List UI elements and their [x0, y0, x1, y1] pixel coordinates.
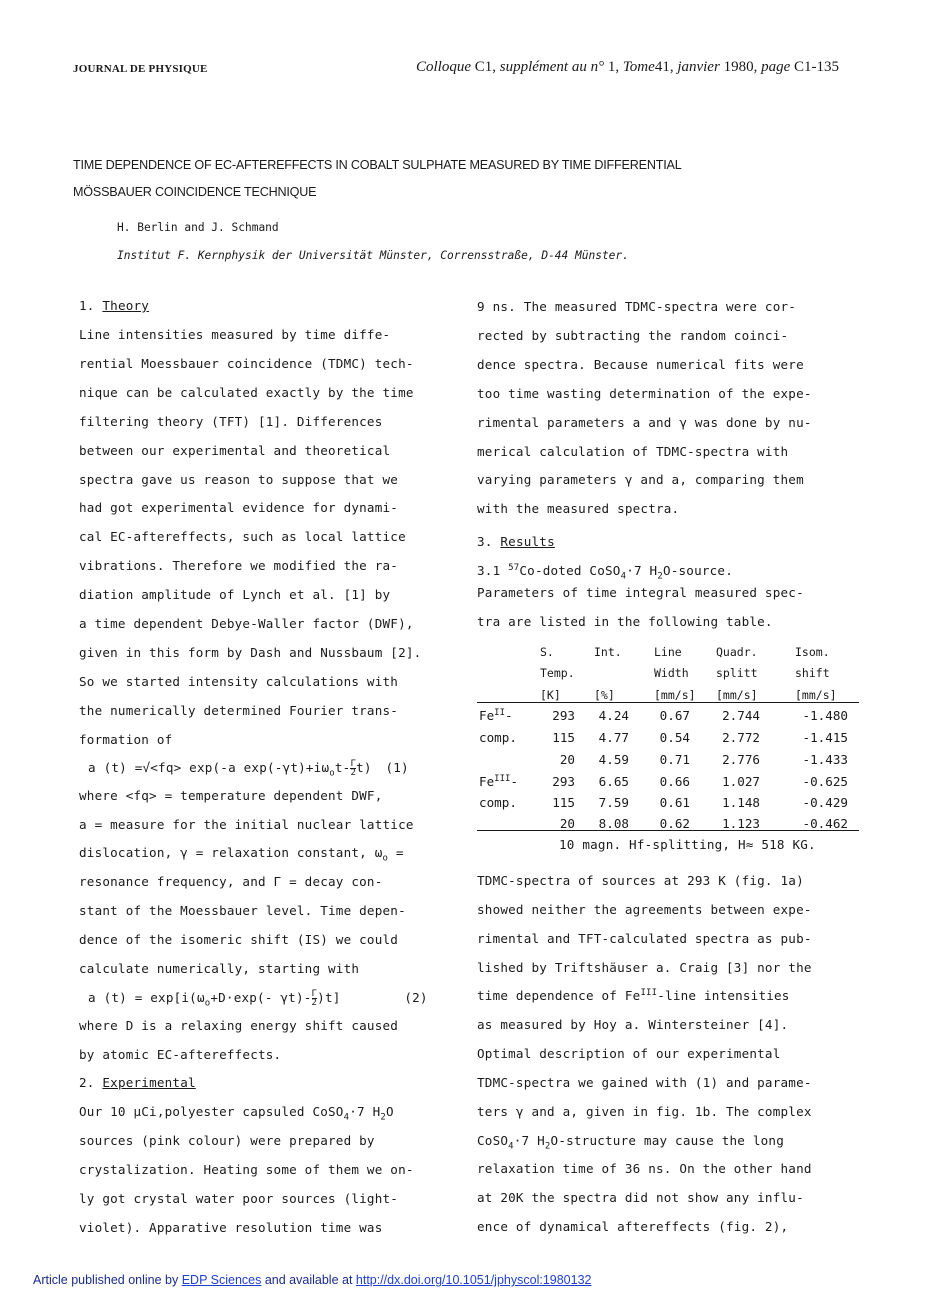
text-line: with the measured spectra.	[477, 501, 680, 517]
table-cell-temp: 115	[552, 730, 575, 745]
text-line: a = measure for the initial nuclear lattice	[79, 816, 414, 832]
text-line: had got experimental evidence for dynami-	[79, 500, 399, 516]
text-line: ence of dynamical aftereffects (fig. 2),	[477, 1218, 789, 1234]
text-line: resonance frequency, and Γ = decay con-	[79, 874, 383, 889]
text-line: nique can be calculated exactly by the time	[79, 384, 414, 400]
table-header-cell: splitt	[716, 666, 758, 680]
table-header-cell: Line	[654, 645, 682, 659]
table-cell-width: 0.54	[659, 730, 690, 745]
equation-1: a (t) =√<fq> exp(-a $\exp(-\gamma t)+i\omega_ot-$ $\frac{\Gamma}{2}$ t) (1)	[88, 759, 409, 779]
text-line: stant of the Moessbauer level. Time depen-	[79, 902, 406, 918]
text-line: as measured by Hoy a. Wintersteiner [4].	[477, 1017, 789, 1032]
table-row-label: comp.	[479, 730, 517, 745]
text-line: the numerically determined Fourier trans-	[79, 702, 399, 718]
doi-link[interactable]: http://dx.doi.org/10.1051/jphyscol:1980132	[355, 1273, 592, 1287]
equation-2: a $(t) = \exp[i(\omega_o+D\cdot\exp(-$ γt)- $\frac{\Gamma}{2}$ )t] (2)	[88, 989, 428, 1009]
section-heading-experimental: 2. Experimental	[79, 1075, 196, 1090]
table-cell-isom: -0.625	[802, 774, 848, 789]
text-line: Parameters of time integral measured spec-	[477, 585, 804, 600]
text-line: So we started intensity calculations with	[79, 673, 399, 689]
text-line: at 20K the spectra did not show any influ-	[477, 1189, 804, 1205]
table-rule	[477, 702, 859, 703]
text-line: too time wasting determination of the expe-	[477, 385, 812, 401]
right-line-coso: CoSO$_4$·7 $H_2O$-structure may cause the long	[477, 1133, 784, 1152]
table-cell-isom: -1.480	[802, 708, 848, 723]
text-line: a time dependent Debye-Waller factor (DWF),	[79, 616, 414, 631]
table-header-cell: shift	[795, 666, 830, 680]
table-header-cell: [mm/s]	[716, 688, 758, 702]
affiliation: Institut F. Kernphysik der Universität Münster, Corrensstraße, D-44 Münster.	[117, 249, 629, 262]
text-line: calculate numerically, starting with	[79, 960, 360, 976]
authors: H. Berlin and J. Schmand	[117, 221, 279, 234]
table-row-label: comp.	[479, 795, 517, 810]
table-header-cell: Temp.	[540, 666, 575, 680]
journal-name: JOURNAL DE PHYSIQUE	[73, 63, 208, 75]
text-line: rimental parameters a and γ was done by nu-	[477, 414, 812, 430]
table-header-cell: Quadr.	[716, 645, 758, 659]
table-header-cell: Int.	[594, 645, 622, 659]
table-cell-int: 7.59	[598, 795, 629, 810]
table-cell-isom: -1.433	[802, 752, 848, 767]
table-row-label: $Fe^{II}-$	[479, 707, 513, 723]
table-cell-width: 0.67	[659, 708, 690, 723]
text-line: cal EC-aftereffects, such as local lattice	[79, 529, 406, 545]
text-line: given in this form by Dash and Nussbaum [2].	[79, 644, 422, 660]
table-header-cell: S.	[540, 645, 554, 659]
text-line: Line intensities measured by time diffe-	[79, 327, 391, 342]
table-cell-width: 0.66	[659, 774, 690, 789]
table-header-cell: Isom.	[795, 645, 830, 659]
text-line: where D is a relaxing energy shift caused	[79, 1018, 399, 1033]
table-cell-width: 0.62	[659, 816, 690, 831]
text-line: lished by Triftshäuser a. Craig [3] nor the	[477, 959, 812, 975]
table-cell-width: 0.71	[659, 752, 690, 767]
table-cell-width: 0.61	[659, 795, 690, 810]
table-cell-quadr: 2.772	[722, 730, 760, 745]
text-line: ly got crystal water poor sources (light-	[79, 1190, 399, 1206]
table-note: 10 magn. Hf-splitting, H≈ 518 KG.	[559, 837, 816, 852]
text-line: violet). Apparative resolution time was	[79, 1219, 383, 1235]
table-cell-quadr: 2.776	[722, 752, 760, 767]
text-line: tra are listed in the following table.	[477, 613, 773, 629]
table-cell-quadr: 1.027	[722, 774, 760, 789]
text-line: filtering theory (TFT) [1]. Differences	[79, 413, 383, 429]
table-header-cell: [K]	[540, 688, 561, 702]
subsection-3-1: 3.1 $^{57}$Co-doted CoSO$_4$·7 $H_2O$-source.	[477, 562, 733, 582]
text-line: Optimal description of our experimental	[477, 1045, 781, 1061]
publisher-link[interactable]: EDP Sciences	[181, 1273, 262, 1287]
text-line: merical calculation of TDMC-spectra with	[477, 443, 789, 459]
text-line: rected by subtracting the random coinci-	[477, 327, 789, 343]
text-line: diation amplitude of Lynch et al. [1] by	[79, 587, 391, 603]
text-line: where <fq> = temperature dependent DWF,	[79, 788, 383, 803]
left-line-exp-1: Our 10 μCi,polyester capsuled CoSO$_4$·7 $H_2O$	[79, 1104, 394, 1123]
text-line: relaxation time of 36 ns. On the other hand	[477, 1161, 812, 1176]
text-line: formation of	[79, 731, 173, 747]
text-line: showed neither the agreements between expe-	[477, 901, 812, 917]
text-line: crystalization. Heating some of them we on-	[79, 1161, 414, 1177]
table-header-cell: Width	[654, 666, 689, 680]
paper-title-line-1: TIME DEPENDENCE OF EC-AFTEREFFECTS IN COBALT SULPHATE MEASURED BY TIME DIFFERENTIAL	[73, 158, 682, 172]
table-header-cell: [%]	[594, 688, 615, 702]
table-row-label: $Fe^{III}-$	[479, 773, 519, 789]
text-line: rimental and TFT-calculated spectra as pub-	[477, 930, 812, 946]
section-heading-results: 3. Results	[477, 534, 555, 549]
table-cell-temp: 293	[552, 774, 575, 789]
text-line: by atomic EC-aftereffects.	[79, 1046, 282, 1062]
section-heading-theory: 1. Theory	[79, 298, 150, 313]
table-cell-int: 4.59	[598, 752, 629, 767]
text-line: dence of the isomeric shift (IS) we could	[79, 931, 399, 947]
table-cell-quadr: 1.148	[722, 795, 760, 810]
table-cell-temp: 115	[552, 795, 575, 810]
text-line: 9 ns. The measured TDMC-spectra were cor-	[477, 299, 797, 314]
text-line: sources (pink colour) were prepared by	[79, 1133, 375, 1148]
right-line-fe: time dependence of $Fe^{III}$-line intensities	[477, 987, 790, 1003]
table-cell-int: 6.65	[598, 774, 629, 789]
citation-header: Colloque C1, supplément au n° 1, Tome41, janvier 1980, page C1-135	[416, 59, 839, 75]
text-line: varying parameters γ and a, comparing them	[477, 472, 804, 488]
table-header-cell: [mm/s]	[795, 688, 837, 702]
table-cell-temp: 20	[559, 816, 575, 831]
footer: Article published online by EDP Sciences and available at http://dx.doi.org/10.1051/jphyscol:1980132	[33, 1273, 592, 1287]
table-cell-temp: 293	[552, 708, 575, 723]
table-cell-quadr: 2.744	[722, 708, 760, 723]
paper-title-line-2: MÖSSBAUER COINCIDENCE TECHNIQUE	[73, 185, 317, 199]
text-line: dence spectra. Because numerical fits were	[477, 356, 804, 372]
text-line: ters γ and a, given in fig. 1b. The complex	[477, 1103, 812, 1119]
table-cell-isom: -1.415	[802, 730, 848, 745]
table-cell-temp: 20	[559, 752, 575, 767]
text-line: rential Moessbauer coincidence (TDMC) tech-	[79, 355, 414, 371]
table-cell-int: 4.24	[598, 708, 629, 723]
table-cell-isom: -0.429	[802, 795, 848, 810]
left-line-omega: dislocation, γ = relaxation constant, $\omega_o$ =	[79, 845, 404, 864]
text-line: TDMC-spectra of sources at 293 K (fig. 1a)	[477, 873, 804, 888]
text-line: spectra gave us reason to suppose that we	[79, 471, 399, 487]
text-line: between our experimental and theoretical	[79, 442, 391, 458]
table-cell-quadr: 1.123	[722, 816, 760, 831]
text-line: TDMC-spectra we gained with (1) and parame-	[477, 1074, 812, 1090]
table-header-cell: [mm/s]	[654, 688, 696, 702]
text-line: vibrations. Therefore we modified the ra-	[79, 558, 399, 574]
table-cell-isom: -0.462	[802, 816, 848, 831]
table-cell-int: 8.08	[598, 816, 629, 831]
table-cell-int: 4.77	[598, 730, 629, 745]
